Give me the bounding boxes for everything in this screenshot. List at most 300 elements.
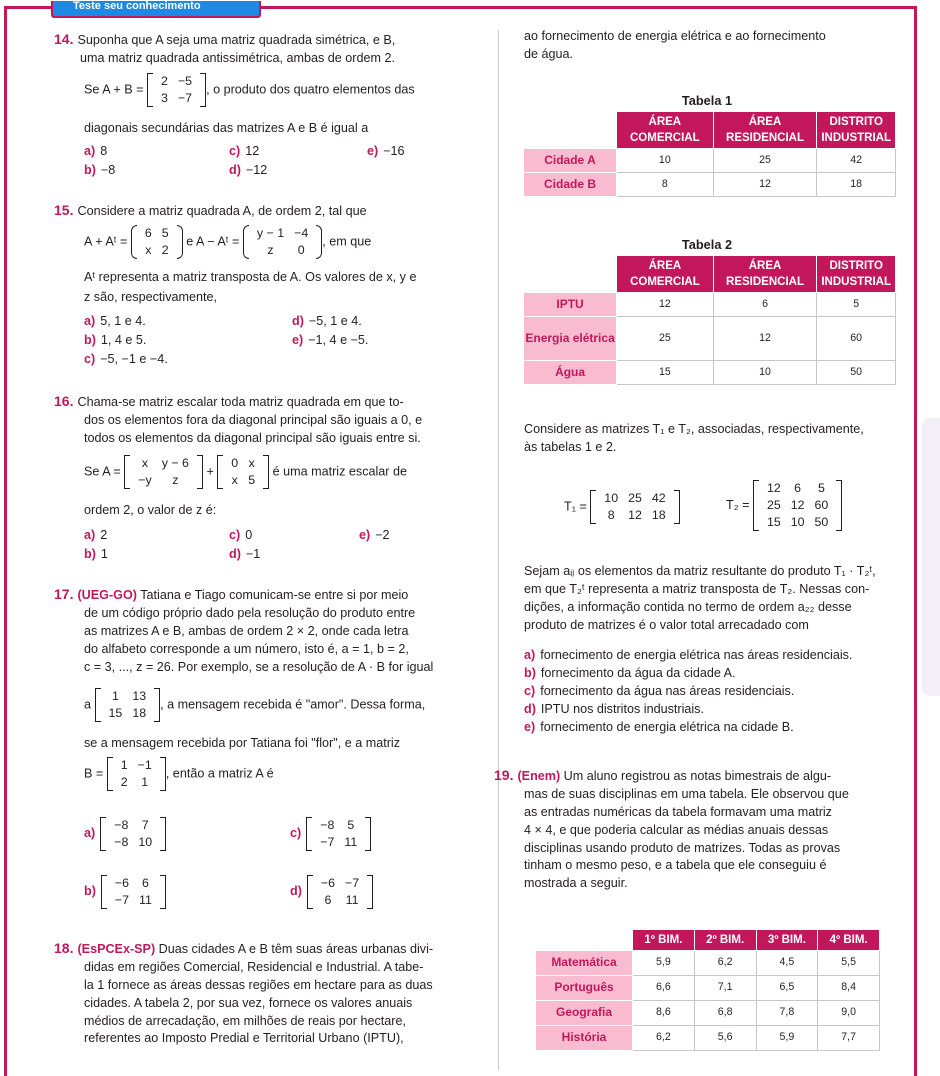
section-header-tab: Teste seu conhecimento [51, 1, 261, 18]
matrix-entry: 3 [161, 91, 168, 105]
matrix-entry: −6 [320, 876, 336, 890]
option-letter: a) [524, 648, 536, 662]
table-row [536, 976, 880, 1001]
matrix-bracket-right [367, 875, 373, 909]
q18-source: (EsPCEx-SP) [77, 942, 156, 956]
matrix-bracket-left [147, 73, 153, 107]
q17-a-after: , a mensagem recebida é "amor". Dessa forma, [160, 697, 426, 712]
option-letter: c) [524, 683, 536, 698]
table-cell: 8,4 [818, 976, 880, 1001]
q16-text-line5: ordem 2, o valor de z é: [84, 503, 217, 517]
matrix-entry: −7 [345, 876, 360, 890]
matrix-entry: −7 [177, 91, 193, 105]
option-letter: e) [367, 144, 379, 158]
q18-consider [524, 421, 904, 457]
matrix-bracket-left [107, 757, 113, 791]
row-label: Cidade B [524, 173, 617, 197]
matrix-entry: 60 [814, 498, 829, 512]
q17-option-c[interactable] [290, 817, 371, 851]
matrix-entry: −8 [114, 835, 129, 849]
question-15 [54, 201, 367, 221]
q16-option-a[interactable] [84, 527, 107, 545]
matrix-entry: 2 [120, 775, 128, 789]
matrix-bracket-left [243, 225, 249, 259]
matrix-entry: x [145, 243, 152, 257]
matrix-bracket-right [263, 455, 269, 489]
q17-b-after: , então a matriz A é [165, 766, 274, 781]
matrix-entry: 6 [142, 876, 149, 890]
q15-option-e[interactable] [292, 332, 368, 350]
matrix-entry: 0 [297, 243, 305, 257]
matrix-bracket-left [100, 817, 106, 851]
matrix-bracket-right [160, 817, 166, 851]
q14-matrix [147, 73, 206, 107]
row-label: Português [536, 976, 633, 1001]
q16-text-line3: todos os elementos da diagonal principal são iguais entre si. [84, 430, 421, 445]
table-cell: 6,6 [633, 976, 695, 1001]
q15-option-b[interactable] [84, 332, 146, 350]
table-row [524, 149, 896, 173]
q18-text-line5: médios de arrecadação, em milhões de reais por hectare, [84, 1013, 407, 1028]
question-19 [494, 766, 904, 893]
table-cell: 9,0 [818, 1001, 880, 1026]
option-text: −5, 1 e 4. [308, 314, 362, 328]
table-cell: 5,6 [694, 1026, 756, 1051]
matrix-entry: −y [138, 473, 152, 487]
t2-label: T₂ = [726, 497, 750, 512]
matrix-entry: 1 [141, 775, 149, 789]
q17-text-line4: do alfabeto corresponde a um número, isto é, a = 1, b = 2, [84, 641, 409, 656]
table-header: DISTRITO INDUSTRIAL [817, 112, 896, 149]
q16-matrix-2 [217, 455, 269, 489]
column-divider [498, 30, 499, 1070]
option-text: −1 [245, 547, 261, 561]
question-number: 14. [54, 31, 74, 47]
matrix-entry: −5 [177, 74, 193, 88]
q17-option-d-matrix [307, 875, 373, 909]
q14-text-line2: uma matriz quadrada antissimétrica, ambas de ordem 2. [80, 50, 395, 65]
table-cell: 5,9 [756, 1026, 818, 1051]
table-row [536, 1026, 880, 1051]
q18-consider-line2: às tabelas 1 e 2. [524, 439, 617, 454]
q18-option-e[interactable] [524, 719, 904, 737]
matrix-bracket-left [131, 225, 137, 259]
t2-matrix [753, 480, 842, 531]
q17-option-d[interactable] [290, 875, 373, 909]
q17-matrix-b-eq [84, 757, 274, 791]
table-cell: 12 [713, 317, 817, 361]
matrix-bracket-right [160, 875, 166, 909]
q17-text-line5: c = 3, ..., z = 26. Por exemplo, se a resolução de A · B for igual [84, 659, 434, 674]
matrix-entry: 13 [132, 689, 147, 703]
table-cell: 5 [817, 293, 896, 317]
matrix-entry: −7 [114, 893, 130, 907]
table-header: DISTRITO INDUSTRIAL [817, 256, 896, 293]
option-text: IPTU nos distritos industriais. [540, 701, 704, 716]
matrix-bracket-left [306, 817, 312, 851]
table-cell: 6,5 [756, 976, 818, 1001]
matrix-bracket-left [101, 875, 107, 909]
option-letter: d) [292, 314, 304, 328]
q18-continuation [524, 28, 904, 64]
option-letter: a) [84, 826, 96, 841]
matrix-bracket-left [124, 455, 130, 489]
table-cell: 7,8 [756, 1001, 818, 1026]
matrix-entry: 1 [111, 689, 119, 703]
matrix-entry: 8 [607, 508, 615, 522]
table-cell: 50 [817, 361, 896, 385]
q16-matrix-1 [124, 455, 203, 489]
matrix-bracket-left [95, 688, 101, 722]
matrix-entry: x [141, 456, 149, 470]
q14-option-d[interactable] [229, 162, 267, 180]
q15-option-c[interactable] [84, 351, 168, 369]
q18-t2-eq [726, 480, 842, 531]
grades-table [536, 929, 880, 1051]
matrix-entry: 11 [344, 835, 358, 849]
option-text: 1 [100, 547, 108, 561]
table-cell: 12 [713, 173, 817, 197]
matrix-entry: 25 [766, 498, 781, 512]
option-letter: a) [84, 528, 96, 542]
matrix-entry: 5 [161, 226, 169, 240]
q18-t1-eq [564, 490, 680, 524]
option-text: 8 [100, 144, 108, 158]
option-text: −16 [383, 144, 405, 158]
matrix-entry: 2 [161, 243, 169, 257]
row-label: Matemática [536, 951, 633, 976]
option-letter: c) [84, 352, 96, 366]
option-text: 12 [245, 144, 260, 158]
matrix-entry: 18 [132, 706, 147, 720]
matrix-entry: 0 [231, 456, 239, 470]
q17-a-pre: a [84, 697, 92, 712]
row-label: IPTU [524, 293, 617, 317]
q19-text-line3: as entradas numéricas da tabela formavam uma matriz [524, 804, 832, 819]
q18-p4: produto de matrizes é o valor total arrecadado com [524, 617, 809, 632]
matrix-entry: y − 6 [161, 456, 189, 470]
option-letter: a) [84, 144, 96, 158]
option-text: −5, −1 e −4. [100, 352, 168, 366]
matrix-bracket-right [177, 225, 183, 259]
table-row [536, 1001, 880, 1026]
table-2 [524, 255, 896, 385]
t1-label: T₁ = [564, 499, 587, 514]
matrix-entry: 11 [345, 893, 359, 907]
q14-se: Se A + B = [84, 82, 144, 97]
table-cell: 15 [617, 361, 714, 385]
matrix-entry: 12 [628, 508, 642, 522]
option-letter: b) [524, 665, 536, 680]
option-text: −1, 4 e −5. [308, 333, 369, 347]
matrix-bracket-left [753, 480, 759, 531]
q17-matrix-b [107, 757, 166, 791]
matrix-entry: 6 [144, 226, 152, 240]
table-cell: 8,6 [633, 1001, 695, 1026]
q18-text-line1: Duas cidades A e B têm suas áreas urbanas divi- [158, 942, 434, 956]
q15-mid: e A − Aᵗ = [186, 234, 240, 249]
q16-text-line1: Chama-se matriz escalar toda matriz quadrada em que to- [77, 395, 404, 409]
q18-paragraph [524, 563, 904, 635]
table-cell: 4,5 [756, 951, 818, 976]
table-row [524, 317, 896, 361]
q17-option-b[interactable] [84, 875, 166, 909]
matrix-bracket-right [836, 480, 842, 531]
q17-option-b-matrix [101, 875, 166, 909]
matrix-entry: −4 [294, 226, 309, 240]
table-1-title: Tabela 1 [681, 93, 733, 108]
option-text: −12 [245, 163, 268, 177]
matrix-entry: z [172, 473, 179, 487]
table-cell: 42 [817, 149, 896, 173]
matrix-entry: 5 [248, 473, 256, 487]
question-17 [54, 585, 464, 676]
row-label: História [536, 1026, 633, 1051]
q17-text-line2: de um código próprio dado pela resolução do produto entre [84, 605, 416, 620]
table-row [524, 361, 896, 385]
q19-text-line6: tinham o mesmo peso, e a tabela que ele conseguiu é [524, 858, 827, 873]
option-text: −8 [100, 163, 116, 177]
table-cell: 6,2 [633, 1026, 695, 1051]
matrix-entry: x [231, 473, 238, 487]
table-header: ÁREA COMERCIAL [617, 256, 714, 293]
option-letter: e) [292, 333, 304, 347]
q15-options [84, 313, 484, 373]
option-letter: b) [84, 884, 96, 899]
q15-lhs1: A + Aᵗ = [84, 234, 128, 249]
q18-p2: em que T₂ᵗ representa a matriz transposta de T₂. Nessas con- [524, 581, 870, 596]
matrix-entry: −7 [320, 835, 335, 849]
matrix-entry: 10 [604, 491, 619, 505]
table-corner [524, 112, 617, 149]
question-number: 15. [54, 202, 74, 218]
matrix-bracket-left [590, 490, 596, 524]
q18-option-a[interactable] [524, 647, 904, 665]
table-cell: 25 [617, 317, 714, 361]
q18-right-line2: de água. [524, 46, 574, 61]
table-cell: 8 [617, 173, 714, 197]
question-number: 19. [494, 767, 514, 783]
option-letter: c) [229, 528, 241, 542]
matrix-bracket-left [307, 875, 313, 909]
q15-equation [84, 225, 371, 259]
matrix-entry: 2 [161, 74, 168, 88]
q19-source: (Enem) [517, 769, 561, 783]
q14-after: , o produto dos quatro elementos das [206, 82, 415, 97]
option-text: −2 [375, 528, 390, 542]
option-letter: e) [524, 719, 536, 734]
question-number: 18. [54, 940, 74, 956]
table-cell: 18 [817, 173, 896, 197]
q16-equation [84, 455, 407, 489]
table-2-title: Tabela 2 [681, 237, 733, 252]
matrix-entry: 5 [347, 818, 355, 832]
q14-text-line4: diagonais secundárias das matrizes A e B é igual a [84, 121, 369, 135]
matrix-entry: 12 [766, 481, 781, 495]
question-18 [54, 939, 464, 1048]
q14-options [84, 143, 484, 183]
table-header: ÁREA RESIDENCIAL [713, 112, 817, 149]
option-letter: d) [290, 884, 302, 899]
q14-option-b[interactable] [84, 162, 115, 180]
q18-text-line3: la 1 fornece as áreas dessas regiões em hectare para as duas [84, 977, 433, 992]
option-letter: d) [229, 163, 241, 177]
q18-option-c[interactable] [524, 683, 904, 701]
row-label: Cidade A [524, 149, 617, 173]
q15-text-line3: Aᵗ representa a matriz transposta de A. Os valores de x, y e [84, 270, 417, 284]
question-number: 17. [54, 586, 74, 602]
q19-text-line4: 4 × 4, e que poderia calcular as médias anuais dessas [524, 822, 829, 837]
q14-text-line1: Suponha que A seja uma matriz quadrada simétrica, e B, [77, 33, 396, 47]
matrix-entry: 11 [139, 893, 152, 907]
q19-text-line7: mostrada a seguir. [524, 876, 628, 891]
table-cell: 10 [617, 149, 714, 173]
option-letter: d) [524, 701, 536, 716]
matrix-entry: 25 [628, 491, 642, 505]
matrix-entry: −6 [114, 876, 130, 890]
option-letter: b) [84, 163, 96, 177]
q15-matrix-1 [131, 225, 183, 259]
table-header: 4º BIM. [818, 930, 880, 951]
matrix-entry: 15 [766, 515, 781, 529]
table-cell: 6 [713, 293, 817, 317]
q18-text-line2: didas em regiões Comercial, Residencial e Industrial. A tabe- [84, 959, 424, 974]
table-cell: 25 [713, 149, 817, 173]
q18-options [524, 647, 904, 736]
q17-source: (UEG-GO) [77, 588, 137, 602]
option-letter: b) [84, 547, 96, 561]
option-text: 2 [100, 528, 108, 542]
option-text: 1, 4 e 5. [100, 333, 147, 347]
matrix-entry: 7 [141, 818, 149, 832]
option-text: 0 [245, 528, 253, 542]
matrix-bracket-left [217, 455, 223, 489]
q17-b-pre: B = [84, 766, 104, 781]
q17-example [84, 688, 425, 722]
option-letter: b) [84, 333, 96, 347]
table-header: 2º BIM. [694, 930, 756, 951]
question-14 [54, 30, 464, 68]
matrix-entry: y − 1 [256, 226, 285, 240]
row-label: Energia elétrica [524, 317, 617, 361]
matrix-entry: 10 [138, 835, 153, 849]
matrix-bracket-right [674, 490, 680, 524]
q17-option-a[interactable] [84, 817, 166, 851]
q16-plus: + [206, 464, 214, 479]
q15-text-line1: Considere a matriz quadrada A, de ordem 2, tal que [77, 204, 367, 218]
option-text: fornecimento da água da cidade A. [540, 665, 736, 680]
q14-option-e[interactable] [367, 143, 405, 161]
matrix-entry: x [248, 456, 255, 470]
q16-option-b[interactable] [84, 546, 108, 564]
q17-text-line1: Tatiana e Tiago comunicam-se entre si por meio [140, 588, 409, 602]
matrix-entry: −8 [114, 818, 129, 832]
q16-options [84, 527, 484, 567]
table-row [524, 173, 896, 197]
q18-consider-line1: Considere as matrizes T₁ e T₂, associadas, respectivamente, [524, 422, 864, 436]
q18-p3: dições, a informação contida no termo de ordem a₂₂ desse [524, 599, 852, 614]
q16-text-line2: dos os elementos fora da diagonal principal são iguais a 0, e [84, 412, 423, 427]
q16-option-c[interactable] [229, 527, 252, 545]
q17-option-c-matrix [306, 817, 371, 851]
matrix-entry: 6 [324, 893, 332, 907]
q16-after: é uma matriz escalar de [272, 464, 407, 479]
q15-text-line4: z são, respectivamente, [84, 290, 217, 304]
table-cell: 5,9 [633, 951, 695, 976]
q18-option-b[interactable] [524, 665, 904, 683]
q14-option-a[interactable] [84, 143, 107, 161]
table-cell: 10 [713, 361, 817, 385]
table-header: ÁREA RESIDENCIAL [713, 256, 817, 293]
q18-option-d[interactable] [524, 701, 904, 719]
q18-text-line6: referentes ao Imposto Predial e Territorial Urbano (IPTU), [84, 1031, 404, 1046]
matrix-entry: 10 [790, 515, 805, 529]
q17-option-a-matrix [100, 817, 166, 851]
q19-text-line5: disciplinas usando produto de matrizes. Todas as provas [524, 840, 841, 855]
option-text: 5, 1 e 4. [100, 314, 146, 328]
matrix-entry: −8 [320, 818, 335, 832]
question-number: 16. [54, 393, 74, 409]
q17-text-line7: se a mensagem recebida por Tatiana foi "flor", e a matriz [84, 736, 401, 750]
q17-text-line3: as matrizes A e B, ambas de ordem 2 × 2, onde cada letra [84, 623, 409, 638]
row-label: Geografia [536, 1001, 633, 1026]
matrix-entry: z [267, 243, 274, 257]
q17-matrix-amor [95, 688, 161, 722]
q18-text-line4: cidades. A tabela 2, por sua vez, fornece os valores anuais [84, 995, 413, 1010]
matrix-entry: 15 [108, 706, 123, 720]
option-letter: e) [359, 528, 371, 542]
matrix-entry: 50 [814, 515, 829, 529]
table-cell: 7,1 [694, 976, 756, 1001]
q15-matrix-2 [243, 225, 322, 259]
option-text: fornecimento de energia elétrica nas áreas residenciais. [540, 648, 853, 662]
q14-equation [84, 73, 415, 107]
q15-after: , em que [322, 234, 372, 249]
matrix-entry: −1 [137, 758, 152, 772]
matrix-entry: 42 [651, 491, 666, 505]
q19-text-line1: Um aluno registrou as notas bimestrais de algu- [563, 769, 832, 783]
q14-option-c[interactable] [229, 143, 259, 161]
q16-option-e[interactable] [359, 527, 390, 545]
matrix-entry: 6 [794, 481, 802, 495]
table-header: ÁREA COMERCIAL [617, 112, 714, 149]
table-corner [536, 930, 633, 951]
matrix-bracket-right [197, 455, 203, 489]
table-cell: 12 [617, 293, 714, 317]
matrix-entry: 5 [817, 481, 825, 495]
row-label: Água [524, 361, 617, 385]
option-letter: c) [290, 826, 302, 841]
t1-matrix [590, 490, 679, 524]
option-letter: c) [229, 144, 241, 158]
table-row [524, 293, 896, 317]
matrix-entry: 18 [651, 508, 666, 522]
table-corner [524, 256, 617, 293]
q15-option-a[interactable] [84, 313, 146, 331]
question-16 [54, 392, 464, 448]
q18-p1: Sejam aᵢⱼ os elementos da matriz resultante do produto T₁ · T₂ᵗ, [524, 564, 876, 578]
table-header: 1º BIM. [633, 930, 695, 951]
q15-option-d[interactable] [292, 313, 362, 331]
table-cell: 60 [817, 317, 896, 361]
table-cell: 5,5 [818, 951, 880, 976]
matrix-entry: 12 [790, 498, 805, 512]
matrix-bracket-right [365, 817, 371, 851]
q16-option-d[interactable] [229, 546, 260, 564]
side-scroll-tab[interactable] [922, 418, 940, 696]
option-letter: a) [84, 314, 96, 328]
q18-right-line1: ao fornecimento de energia elétrica e ao fornecimento [524, 29, 826, 43]
